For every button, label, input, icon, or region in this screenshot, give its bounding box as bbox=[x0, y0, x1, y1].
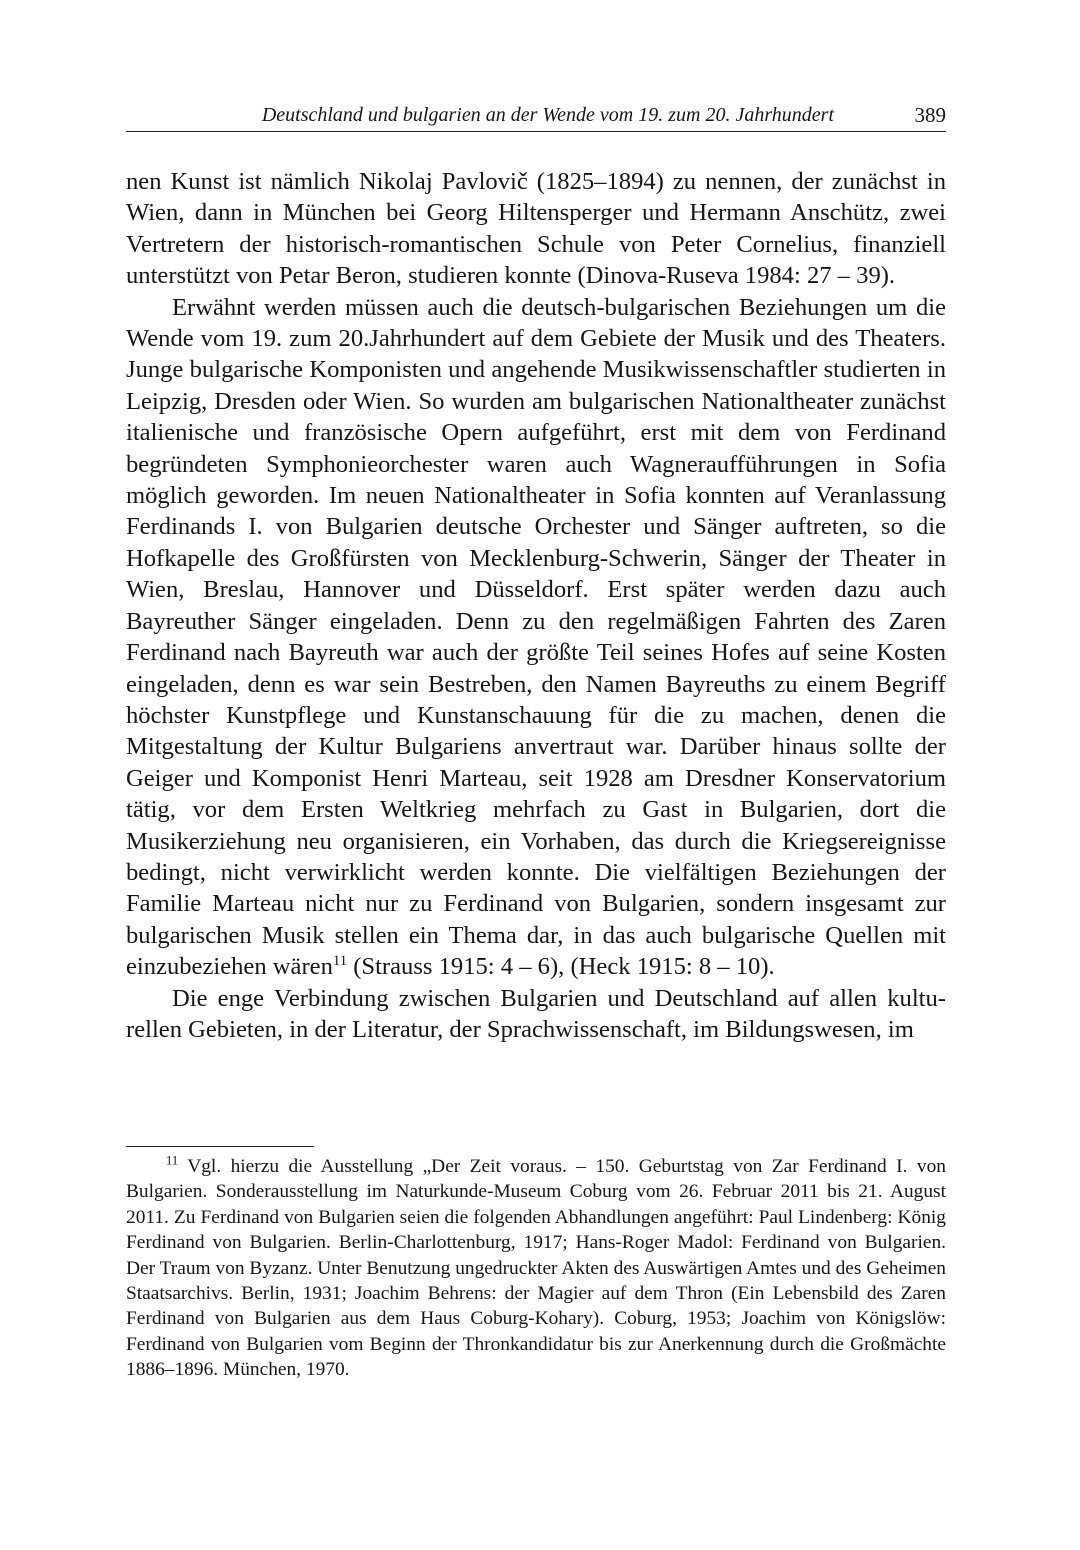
footnote-area bbox=[126, 1154, 946, 1383]
running-head bbox=[126, 101, 946, 132]
footnote-number: 11 bbox=[166, 1153, 179, 1168]
paragraph-music-theater bbox=[126, 292, 946, 983]
paragraph-cultural-connection: Die enge Verbindung zwischen Bulgarien und Deutschland auf allen kulturellen Gebieten, in der Literatur, der Sprachwissenschaft, im Bildungswesen, im bbox=[126, 984, 946, 1043]
page-number: 389 bbox=[914, 103, 946, 127]
main-text bbox=[126, 166, 946, 1045]
footnote-reference[interactable]: 11 bbox=[332, 952, 348, 969]
paragraph-continuation: nen Kunst ist nämlich Nikolaj Pavlovič (1825–1894) zu nennen, der zunächst in Wien, dann in München bei Georg Hiltensperger und Hermann Anschütz, zwei Vertretern der historisch-romantischen Schule von Peter Cornelius, finanziell unterstützt von Petar Beron, studieren konnte (Dinova-Ruseva 1984: 27 – 39). bbox=[126, 168, 946, 290]
running-head-title: Deutschland und bulgarien an der Wende vom 19. zum 20. Jahrhundert bbox=[261, 104, 834, 126]
paragraph-music-theater-text: Erwähnt werden müssen auch die deutsch-bulgarischen Beziehungen um die Wende vom 19. zum 20.Jahrhundert auf dem Gebiete der Musik und des Theaters. Junge bulgarische Komponisten und angehende Musikwissenschaftler studierten in Leipzig, Dresden oder Wien. So wurden am bulgarischen Nationaltheater zunächst italienische und französische Opern aufgeführt, erst mit dem von Ferdinand begründeten Symphonieorchester waren auch Wagneraufführungen in Sofia möglich geworden. Im neuen Nationaltheater in Sofia konnten auf Veranlassung Ferdinands I. von Bulgarien deutsche Orchester und Sänger auftreten, so die Hofkapelle des Großfürsten von Mecklenburg-Schwerin, Sänger der Theater in Wien, Breslau, Hannover und Düsseldorf. Erst später werden dazu auch Bayreuther Sänger eingeladen. Denn zu den regelmäßigen Fahrten des Zaren Ferdinand nach Bayreuth war auch der größte Teil seines Hofes auf seine Kosten eingeladen, denn es war sein Bestreben, den Namen Bayreuths zu einem Begriff höchster Kunstpflege und Kunstanschauung für die zu machen, denen die Mitgestaltung der Kultur Bulgariens anvertraut war. Darüber hinaus sollte der Geiger und Komponist Henri Marteau, seit 1928 am Dresdner Konservatorium tätig, vor dem Ersten Weltkrieg mehrfach zu Gast in Bulgarien, dort die Musikerziehung neu organisieren, ein Vorhaben, das durch die Kriegsereignisse bedingt, nicht verwirklicht werden konnte. Die vielfältigen Beziehungen der Familie Marteau nicht nur zu Ferdinand von Bulgarien, sondern insgesamt zur bulgarischen Musik stellen ein Thema dar, in das auch bulgarische Quellen mit einzubeziehen wären bbox=[126, 293, 946, 981]
footnote-text: Vgl. hierzu die Ausstellung „Der Zeit voraus. – 150. Geburtstag von Zar Ferdinand I. von Bulgarien. Sonderausstellung im Naturkunde-Museum Coburg vom 26. Februar 2011 bis 21. August 2011. Zu Ferdinand von Bulgarien seien die folgenden Abhandlungen angeführt: Paul Lindenberg: König Ferdinand von Bulgarien. Berlin-Charlottenburg, 1917; Hans-Roger Madol: Ferdinand von Bulgarien. Der Traum von Byzanz. Unter Benutzung ungedruckter Akten des Auswärtigen Amtes und des Geheimen Staatsarchivs. Berlin, 1931; Joachim Behrens: der Magier auf dem Thron (Ein Lebensbild des Zaren Ferdinand von Bulgarien aus dem Haus Coburg-Kohary). Coburg, 1953; Joachim von Königslöw: Ferdinand von Bulgarien vom Beginn der Thronkandidatur bis zur Anerkennung durch die Großmächte 1886–1896. München, 1970. bbox=[126, 1156, 946, 1381]
footnote-11 bbox=[126, 1154, 946, 1383]
footnote-divider bbox=[126, 1146, 314, 1147]
paragraph-music-theater-citation: (Strauss 1915: 4 – 6), (Heck 1915: 8 – 10). bbox=[347, 953, 775, 981]
book-page bbox=[126, 0, 946, 1550]
